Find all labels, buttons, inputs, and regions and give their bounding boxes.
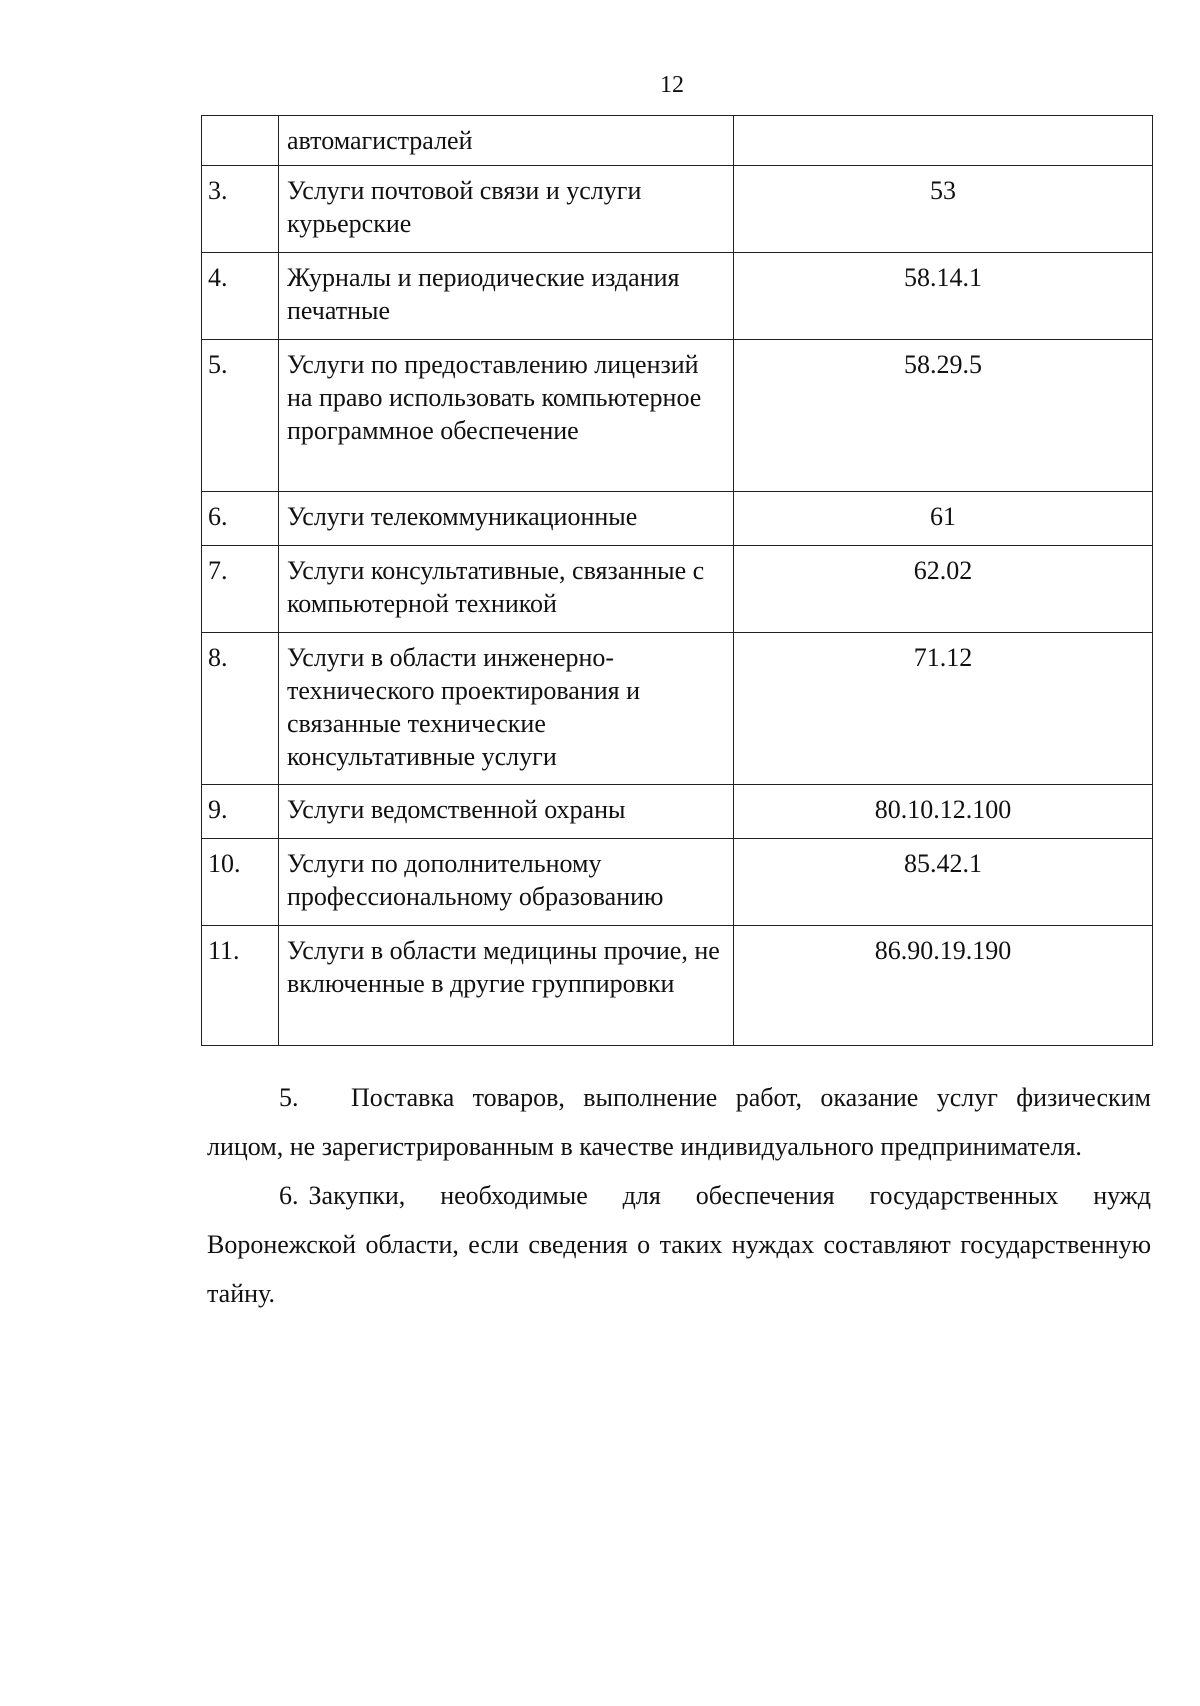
row-code: 53 [734, 166, 1153, 253]
row-name: Услуги в области медицины прочие, не включенные в другие группировки [279, 926, 734, 1046]
row-number: 4. [202, 253, 279, 340]
row-name: Услуги телекоммуникационные [279, 492, 734, 546]
row-code: 62.02 [734, 546, 1153, 633]
row-name: автомагистралей [279, 116, 734, 166]
row-code: 86.90.19.190 [734, 926, 1153, 1046]
row-code: 85.42.1 [734, 839, 1153, 926]
table-row [202, 116, 1153, 166]
paragraph-number: 6. [279, 1181, 299, 1210]
table-row [202, 340, 1153, 492]
row-code: 58.29.5 [734, 340, 1153, 492]
row-code: 80.10.12.100 [734, 785, 1153, 839]
table-row [202, 492, 1153, 546]
row-number: 5. [202, 340, 279, 492]
row-name: Услуги почтовой связи и услуги курьерские [279, 166, 734, 253]
paragraph [207, 1073, 1151, 1171]
row-code: 61 [734, 492, 1153, 546]
row-code: 71.12 [734, 633, 1153, 785]
table-row [202, 166, 1153, 253]
row-number: 11. [202, 926, 279, 1046]
row-name: Журналы и периодические издания печатные [279, 253, 734, 340]
table-row [202, 253, 1153, 340]
table-row [202, 839, 1153, 926]
row-name: Услуги ведомственной охраны [279, 785, 734, 839]
table-row [202, 546, 1153, 633]
row-name: Услуги в области инженерно-технического проектирования и связанные технические консультативные услуги [279, 633, 734, 785]
row-number [202, 116, 279, 166]
paragraph [207, 1171, 1151, 1318]
table-row [202, 926, 1153, 1046]
services-table [201, 115, 1153, 1046]
row-number: 10. [202, 839, 279, 926]
paragraph-text: Закупки, необходимые для обеспечения государственных нужд Воронежской области, если сведения о таких нуждах составляют государственную тайну. [207, 1181, 1151, 1308]
row-number: 8. [202, 633, 279, 785]
body-text [207, 1073, 1151, 1318]
page-number: 12 [660, 72, 684, 98]
row-number: 3. [202, 166, 279, 253]
paragraph-number: 5. [279, 1083, 299, 1112]
row-name: Услуги по предоставлению лицензий на право использовать компьютерное программное обеспечение [279, 340, 734, 492]
table-row [202, 633, 1153, 785]
row-number: 9. [202, 785, 279, 839]
row-code [734, 116, 1153, 166]
row-number: 7. [202, 546, 279, 633]
paragraph-text: Поставка товаров, выполнение работ, оказание услуг физическим лицом, не зарегистрированным в качестве индивидуального предпринимателя. [207, 1083, 1151, 1161]
row-name: Услуги консультативные, связанные с компьютерной техникой [279, 546, 734, 633]
row-number: 6. [202, 492, 279, 546]
row-name: Услуги по дополнительному профессиональному образованию [279, 839, 734, 926]
row-code: 58.14.1 [734, 253, 1153, 340]
table-row [202, 785, 1153, 839]
